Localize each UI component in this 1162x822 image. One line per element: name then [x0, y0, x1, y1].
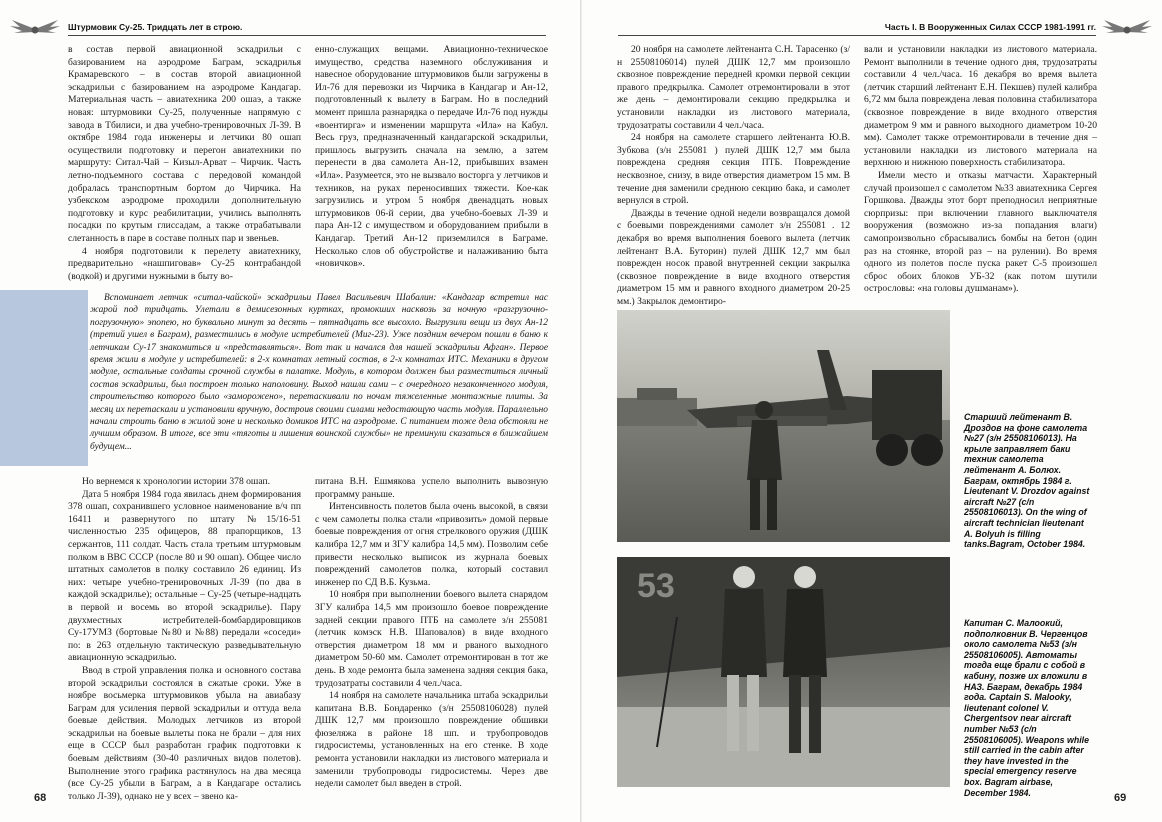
photo-two-pilots — [617, 557, 950, 787]
paragraph: в состав первой авиационной эскадрильи с базированием на аэродроме Баграм, эскадрилья Крамаревского – в состав второй авиационной эскадрильи с базированием на аэродроме Кандагар. Материальная часть – авиатехника 200 ошаэ, а также новая: штурмовики Су-25, полученные напрямую с завода в Тбилиси, и два учебно-тренировочных Л-39. В октябре 1984 года инженеры и летчики 80 ошап осуществили подготовку и перегон авиатехники по маршруту: Ситал-Чай – Кизыл-Арват – Чирчик. Часть летно-подъемного состава с передовой командой добралась транспортным бортом до Чирчика. На узбекском аэродроме проходили дополнительную подготовку и курс реабилитации, учились выполнять посадки по крутым глиссадам, а также отрабатывали слетанность в паре в составе полных пар и звеньев. — [68, 44, 301, 244]
running-header-left — [68, 14, 546, 36]
paragraph: вали и установили накладки из листового материала. Ремонт выполнили в течение одного дня, трудозатраты составили 4 чел./часа. 16 декабря во время вылета (летчик старший лейтенант Е.Н. Пекшев) пулей калибра 6,72 мм была повреждена левая половина стабилизатора (сквозное повреждение в виде входного отверстия диаметром 9 мм и равного выходного диаметром 10-20 мм). Самолет также отремонтировали в течение дня – установили накладки из листового материала на верхнюю и нижнюю поверхность стабилизатора. — [864, 44, 1097, 169]
wings-emblem-icon — [10, 14, 60, 44]
paragraph: Но вернемся к хронологии истории 378 ошап. — [82, 476, 270, 487]
paragraph: Дата 5 ноября 1984 года явилась днем формирования 378 ошап, сохранившего условное наименование в/ч пп 16411 и развернутого по штату №15/16-51 численностью 235 офицеров, 88 прапорщиков, 13 сержантов, 111 солдат. Часть стала третьим штурмовым полком в ВВС СССР (после 80 и 90 ошап). Общее число штатных самолетов в полку составило 26 единиц. Из них: четыре учебно-тренировочных Л-39 (по два в каждой эскадрилье); остальные – Су-25 (четыре-надцать в первой и восемь во второй эскадрилье). Пару двухместных истребителей-бомбардировщиков Су-17УМЗ (бортовые №80 и №88) передали «соседи» по: в 263 отдельную тактическую разведывательную авиационную эскадрилью. — [68, 488, 301, 664]
memoir-quote — [90, 290, 548, 466]
paragraph: 24 ноября на самолете старшего лейтенанта Ю.В. Зубкова (з/н 255081 ) пулей ДШК 12,7 мм была повреждена средняя секция ПТБ. Повреждение несквозное, снизу, в виде отверстия диаметром 15 мм. В течение дня заменили среднюю секцию бака, и самолет вернулся в строй. — [617, 132, 850, 207]
left-column-2 — [315, 44, 548, 288]
paragraph: Дважды в течение одной недели возвращался домой с боевыми повреждениями самолет з/н 255081 . 12 декабря во время выполнения боевого вылета (летчик лейтенант В.А. Буторин) пулей ДШК 12,7 мм был поврежден носок правой внутренней секции закрылка (сквозное повреждение в виде входного отверстия диаметром 15 мм и равного входного диаметром 20-25 мм.) Закрылок демонтиро- — [617, 207, 850, 307]
quote-accent-bar — [0, 290, 88, 466]
photo-caption: Старший лейтенант В. Дроздов на фоне самолета №27 (з/н 25508106013). На крыле заправляет баки техник самолета лейтенант А. Болюх. Баграм, октябрь 1984 г. Lieutenant V. Drozdov against aircraft №27 (c/n 25508106013). On the wing of aircraft technician lieutenant A. Bolyuh is filling tanks.Bagram, October 1984. — [964, 412, 1090, 550]
paragraph: Ввод в строй управления полка и основного состава второй эскадрильи состоялся в сжатые сроки. Уже в ноябре восьмерка штурмовиков убыла на авиабазу Баграм для усиления первой эскадрильи и оттуда вела боевые действия. Молодых летчиков из второй эскадрильи на боевые вылеты пока не брали – для них еще в СССР был разработан график подготовки к боевым действиям (30-40 различных видов полетов). Выполнение этого графика растянулось на два месяца (все Су-25 убыли в Баграм, а в Кандагаре остались только Л-39), однако не у всех – звено ка- — [68, 664, 301, 802]
wings-emblem-icon — [1102, 14, 1152, 44]
photo-aircraft-pilot — [617, 310, 950, 542]
book-title: Штурмовик Су-25. Тридцать лет в строю. — [68, 22, 243, 32]
tail-number-mark: 53 — [637, 567, 675, 605]
right-column-1 — [617, 44, 850, 307]
left-column-4 — [315, 476, 548, 788]
paragraph: Интенсивность полетов была очень высокой, в связи с чем самолеты полка стали «привозить» домой первые боевые повреждения от огня стрелкового оружия (ДШК калибра 12,7 мм и ЗГУ калибра 14,5 мм). Позволим себе привести несколько выписок из журнала боевых повреждений самолетов полка, который составил инженер по СД В.Б. Кузьма. — [315, 501, 548, 588]
paragraph: 4 ноября подготовили к перелету авиатехнику, предварительно «нашпиговав» Су-25 контрабандой (водкой) и другими нужными в быту во- — [68, 245, 301, 282]
paragraph: 20 ноября на самолете лейтенанта С.Н. Тарасенко (з/н 25508106014) пулей ДШК 12,7 мм произошло сквозное повреждение передней кромки первой секции правого предкрылка. Самолет отремонтировали в этот же день – демонтировали секцию предкрылка и установили накладки из листового материала, трудозатраты составили 4 чел./часа. — [617, 44, 850, 131]
paragraph: питана В.Н. Ешмякова успело выполнить вывозную программу раньше. — [315, 476, 548, 500]
paragraph: енно-служащих вещами. Авиационно-техническое имущество, средства наземного обслуживания и навесное оборудование штурмовиков были загружены в Ил-76 для перевозки из Чирчика в Кандагар и Ан-12, подготовленный к вылету в Баграм. Но в последний момент пришла разнарядка о передаче Ил-76 под нужды «воентирга» и изменении маршрута «Ила» на Кабул. Весь груз, предназначенный кандагарской эскадрильи, пришлось выгрузить сначала на землю, а затем перенести в два самолета Ан-12, прибывших взамен «Ила». Разумеется, это не вызвало восторга у летчиков и техников, на руках переносивших тяжести. Кое-как загрузились и утром 5 ноября двенадцать новых штурмовиков 06-й серии, два учебно-боевых Л-39 и пара Ан-12 с имуществом и оборудованием прибыли в Кандагар. Третий Ан-12 приземлился в Баграме. Несколько слов об обустройстве и налаживанию быта «новичков». — [315, 44, 548, 270]
chapter-title: Часть I. В Вооруженных Силах СССР 1981-1991 гг. — [884, 22, 1096, 32]
right-column-2 — [864, 44, 1097, 302]
paragraph: 10 ноября при выполнении боевого вылета снарядом ЗГУ калибра 14,5 мм произошло боевое повреждение задней секции правого ПТБ на самолете з/н 255081 (летчик комэск Н.В. Шаповалов) в виде входного отверстия диаметром 18 мм и рваного выходного диаметром 50-60 мм. Самолет отремонтирован в тот же день. В ходе ремонта была заменена задняя секция бака, трудозатраты составили 4 чел./часа. — [315, 589, 548, 689]
running-header-right — [618, 14, 1096, 36]
page-gutter — [580, 0, 582, 822]
left-column-1 — [68, 44, 301, 288]
page-number-right: 69 — [1114, 792, 1127, 804]
left-column-3 — [68, 476, 301, 802]
quote-text: Вспоминает летчик «ситал-чайской» эскадрильи Павел Васильевич Шабалин: «Кандагар встретил нас жарой под тридцать. Улетали в демисезонных куртках, промокших насквозь за ночную «разгрузочно-погрузочную» эпопею, но буквально минут за десять – пятнадцать все высохло. Выгрузили вещи из двух Ан-12 (третий ушел в Баграм), разместились в модуле истребителей (Миг-23). Уже поздним вечером пошли в баню к летчикам Су-17 знакомиться и «представляться». Вот так и начался для нашей эскадрильи Афган». Первое время жили в модуле у истребителей: в 2-х комнатах летный состав, в 2-х комнатах ИТС. Механики в другом модуле, остальные солдаты срочной службы в палатке. Модуль, в котором должен был разместиться личный состав эскадрильи, был построен только наполовину. Выход нашли сами – с очередного незаконченного модуля, строительство которого было «заморожено», перетаскивали по ночам тяжеленные монтажные плиты. За месяц их перетаскали и установили вручную, достроив своими силами недостающую часть модуля. Параллельно начали строить баню в жилой зоне и несколько домиков ИТС на аэродроме. С питанием тоже дела обстояли не лучшим образом. В итоге, все эти «тяготы и лишения воинской службы» не преминули сказаться в ближайшем будущем... — [90, 293, 548, 452]
page-number-left: 68 — [34, 792, 47, 804]
photo-caption: Капитан С. Малоокий, подполковник В. Чергенцов около самолета №53 (з/н 25508106005). Автоматы тогда еще брали с собой в кабину, позже их вложили в НАЗ. Баграм, декабрь 1984 года. Captain S. Malooky, lieutenant colonel V. Chergentsov near aircraft number №53 (c/n 25508106005). Weapons while still carried in the cabin after they have invested in the special emergency reserve box. Bagram airbase, December 1984. — [964, 618, 1090, 798]
paragraph: Имели место и отказы матчасти. Характерный случай произошел с самолетом №33 авиатехника Сергея Горшкова. Дважды этот борт преподносил неприятные сюрпризы: при включении главного выключателя вооружения (возможно из-за попадания влаги) самопроизвольно сбрасывались бомбы на бетон (один раз на стоянке, второй раз – на рулении). Во время одного из полетов после пуска ракет С-5 произошел сброс обоих блоков УБ-32 (как потом шутили острословы: «на головы душманам»). — [864, 169, 1097, 295]
paragraph: 14 ноября на самолете начальника штаба эскадрильи капитана В.В. Бондаренко (з/н 25508106028) пулей ДШК 12,7 мм произошло повреждение обшивки фюзеляжа в районе 18 шп. и трубопроводов гидросистемы, установленных на его стенке. В ходе ремонта установили накладки из листового материала и заменили трубопроводы гидросистемы. Через две недели самолет был введен в строй. — [315, 690, 548, 790]
